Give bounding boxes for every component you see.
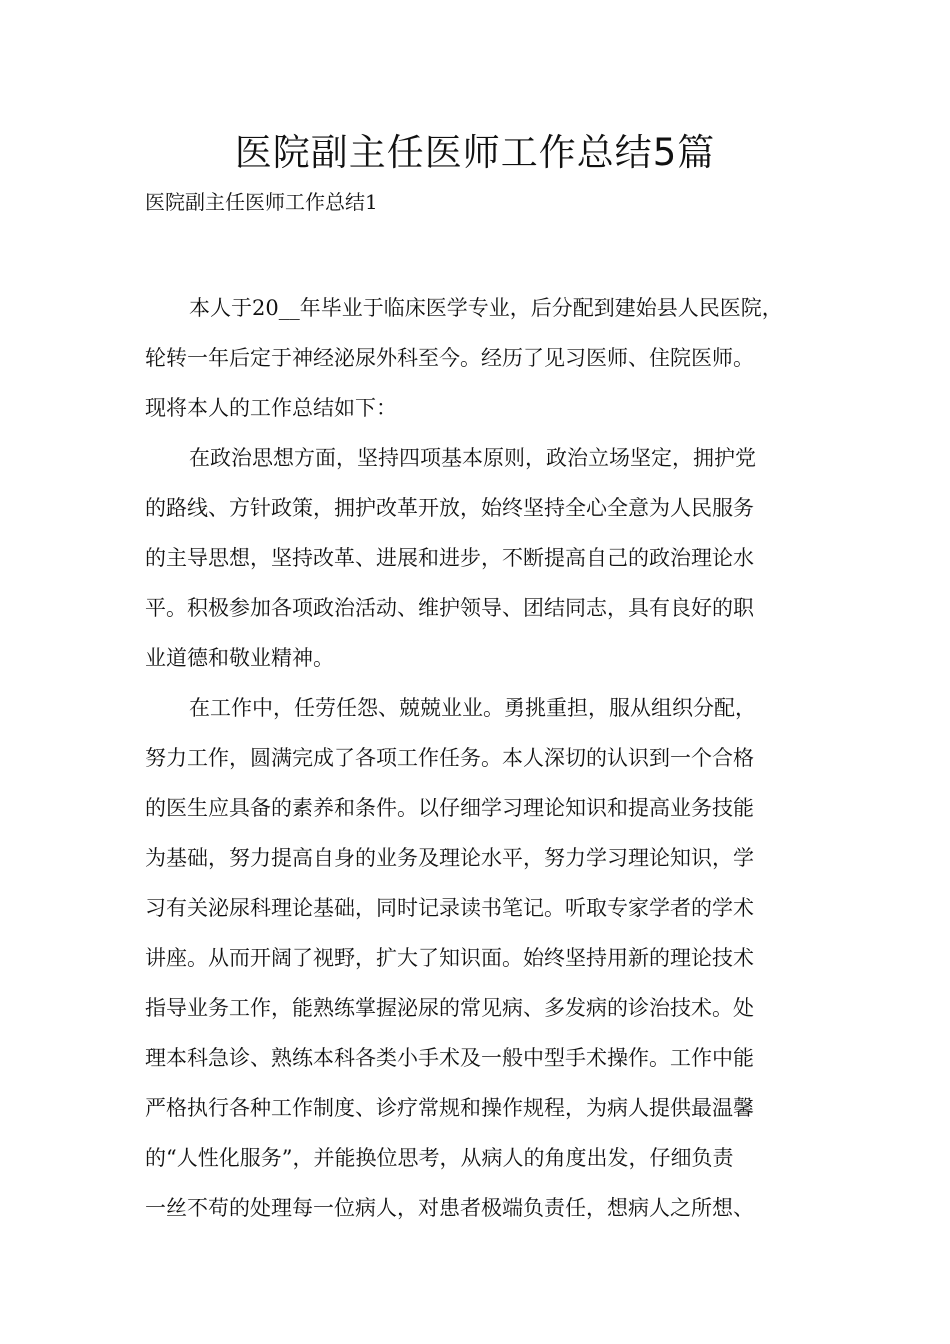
paragraph-line: 的医生应具备的素养和条件。以仔细学习理论知识和提高业务技能 — [145, 796, 754, 820]
document-subtitle: 医院副主任医师工作总结1 — [145, 190, 378, 214]
paragraph-3 — [145, 683, 810, 1233]
paragraph-line: 轮转一年后定于神经泌尿外科至今。经历了见习医师、住院医师。 — [145, 346, 754, 370]
paragraph-line: 本人于20__年毕业于临床医学专业，后分配到建始县人民医院， — [189, 296, 783, 320]
paragraph-line: 指导业务工作，能熟练掌握泌尿的常见病、多发病的诊治技术。处 — [145, 996, 754, 1020]
paragraph-line: 平。积极参加各项政治活动、维护领导、团结同志，具有良好的职 — [145, 596, 754, 620]
paragraph-line: 的“人性化服务”，并能换位思考，从病人的角度出发，仔细负责 — [145, 1146, 734, 1170]
paragraph-1 — [145, 283, 810, 433]
document-body — [145, 283, 810, 1233]
paragraph-line: 讲座。从而开阔了视野，扩大了知识面。始终坚持用新的理论技术 — [145, 946, 754, 970]
paragraph-2 — [145, 433, 810, 683]
paragraph-line: 在工作中，任劳任怨、兢兢业业。勇挑重担，服从组织分配， — [189, 696, 756, 720]
document-title: 医院副主任医师工作总结5篇 — [234, 131, 716, 174]
paragraph-line: 现将本人的工作总结如下： — [145, 396, 397, 420]
paragraph-line: 在政治思想方面，坚持四项基本原则，政治立场坚定，拥护党 — [189, 446, 756, 470]
paragraph-line: 业道德和敬业精神。 — [145, 646, 334, 670]
paragraph-line: 的主导思想，坚持改革、进展和进步，不断提高自己的政治理论水 — [145, 546, 754, 570]
paragraph-line: 努力工作，圆满完成了各项工作任务。本人深切的认识到一个合格 — [145, 746, 754, 770]
paragraph-line: 的路线、方针政策，拥护改革开放，始终坚持全心全意为人民服务 — [145, 496, 754, 520]
paragraph-line: 理本科急诊、熟练本科各类小手术及一般中型手术操作。工作中能 — [145, 1046, 754, 1070]
paragraph-line: 习有关泌尿科理论基础，同时记录读书笔记。听取专家学者的学术 — [145, 896, 754, 920]
paragraph-line: 严格执行各种工作制度、诊疗常规和操作规程，为病人提供最温馨 — [145, 1096, 754, 1120]
paragraph-line: 一丝不苟的处理每一位病人，对患者极端负责任，想病人之所想、 — [145, 1196, 754, 1220]
paragraph-line: 为基础，努力提高自身的业务及理论水平，努力学习理论知识，学 — [145, 846, 754, 870]
